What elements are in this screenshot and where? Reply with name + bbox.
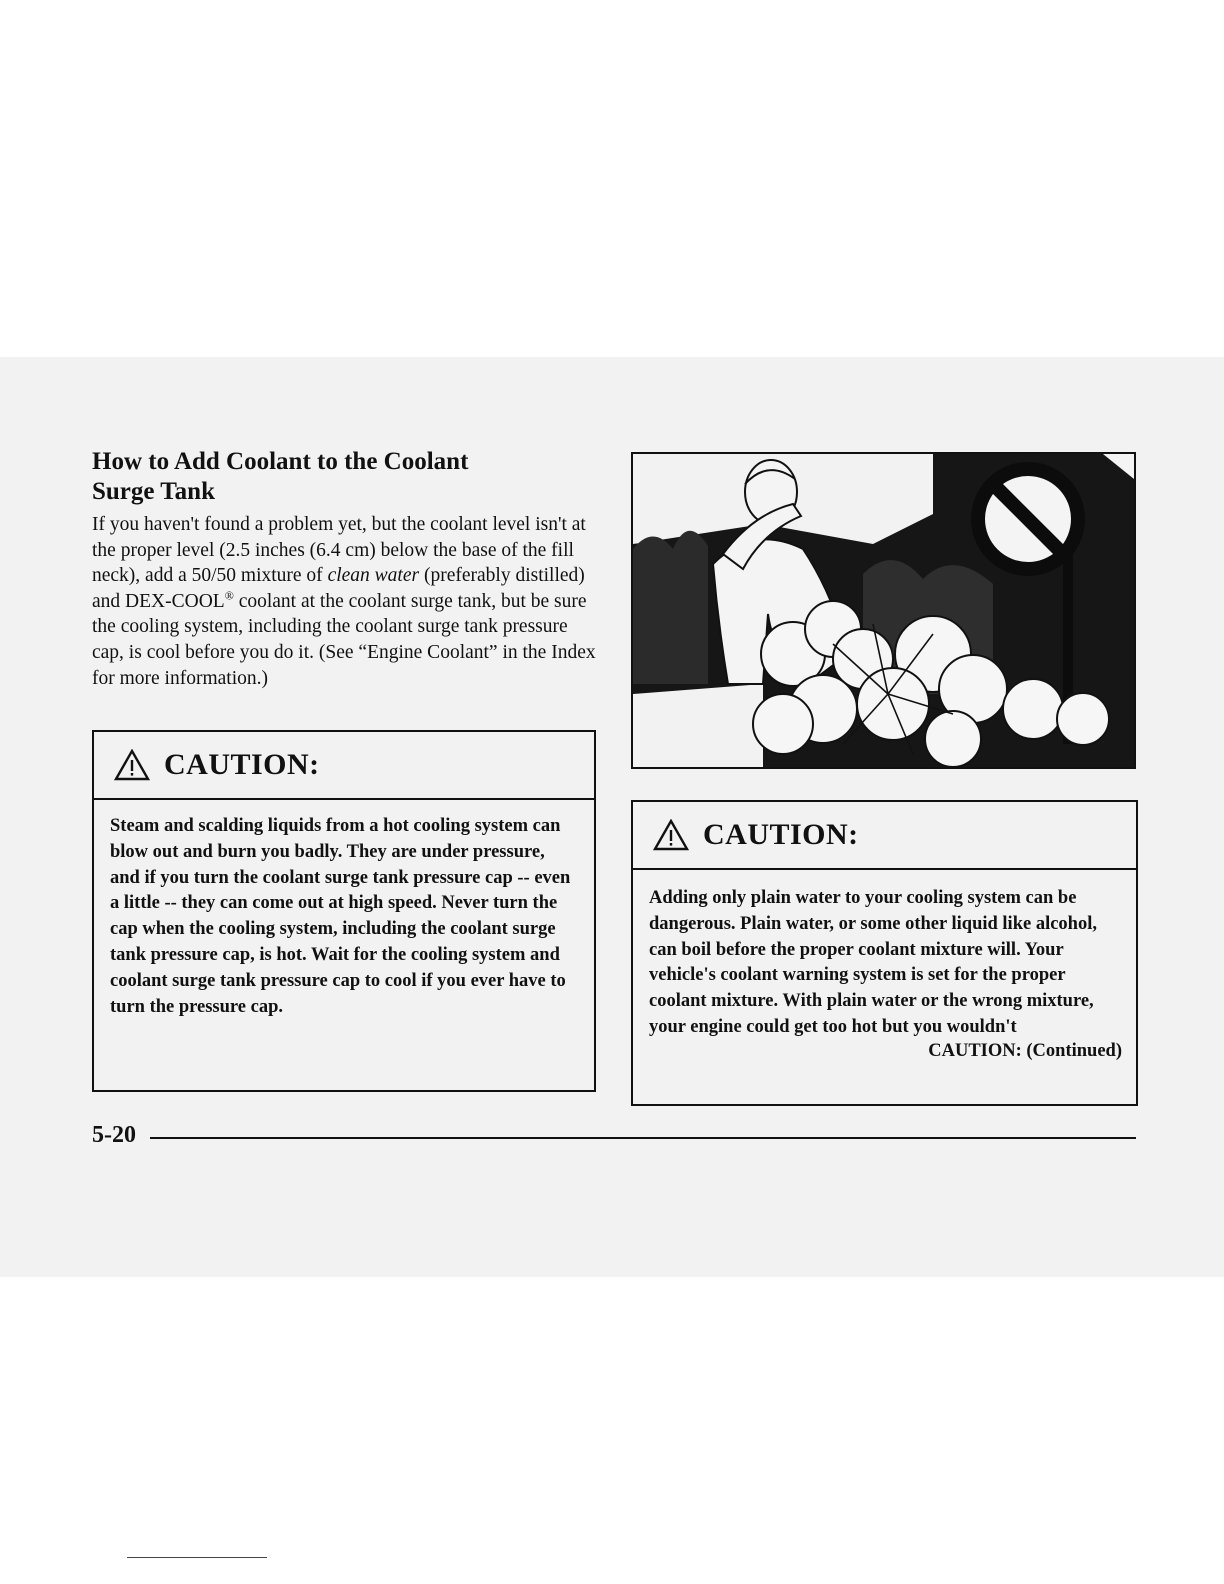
caution-box-plain-water xyxy=(631,800,1138,1106)
caution-body: Steam and scalding liquids from a hot cooling system can blow out and burn you badly. They are under pressure, and if you turn the coolant surge tank pressure cap -- even a little -- they can come out at high speed. Never turn the cap when the cooling system, including the coolant surge tank pressure cap, is hot. Wait for the cooling system and coolant surge tank pressure cap to cool if you ever have to turn the pressure cap. xyxy=(110,816,571,1017)
caution-continued-label: CAUTION: (Continued) xyxy=(928,1040,1122,1061)
caution-title: CAUTION: xyxy=(703,818,859,851)
section-heading: How to Add Coolant to the Coolant Surge Tank xyxy=(92,448,469,505)
page-number: 5-20 xyxy=(92,1122,136,1148)
warning-triangle-icon xyxy=(114,749,150,781)
caution-title: CAUTION: xyxy=(164,748,320,781)
warning-illustration xyxy=(631,452,1136,769)
caution-box-steam xyxy=(92,730,596,1092)
footer-rule xyxy=(150,1137,1136,1139)
warning-triangle-icon xyxy=(653,819,689,851)
caution-header xyxy=(94,732,594,800)
divider xyxy=(127,1557,267,1558)
no-symbol-icon xyxy=(978,469,1078,569)
caution-body: Adding only plain water to your cooling system can be dangerous. Plain water, or some other liquid like alcohol, can boil before the proper coolant mixture will. Your vehicle's coolant warning system is set for the proper coolant mixture. With plain water or the wrong mixture, your engine could get too hot but you wouldn't xyxy=(649,888,1097,1037)
caution-header xyxy=(633,802,1136,870)
intro-paragraph: If you haven't found a problem yet, but the coolant level isn't at the proper level (2.5 inches (6.4 cm) below the base of the fill neck), add a 50/50 mixture of clean water (preferably distilled) and DEX-COOL® coolant at the coolant surge tank, but be sure the cooling system, including the coolant surge tank pressure cap, is cool before you do it. (See “Engine Coolant” in the Index for more information.) xyxy=(92,514,596,689)
